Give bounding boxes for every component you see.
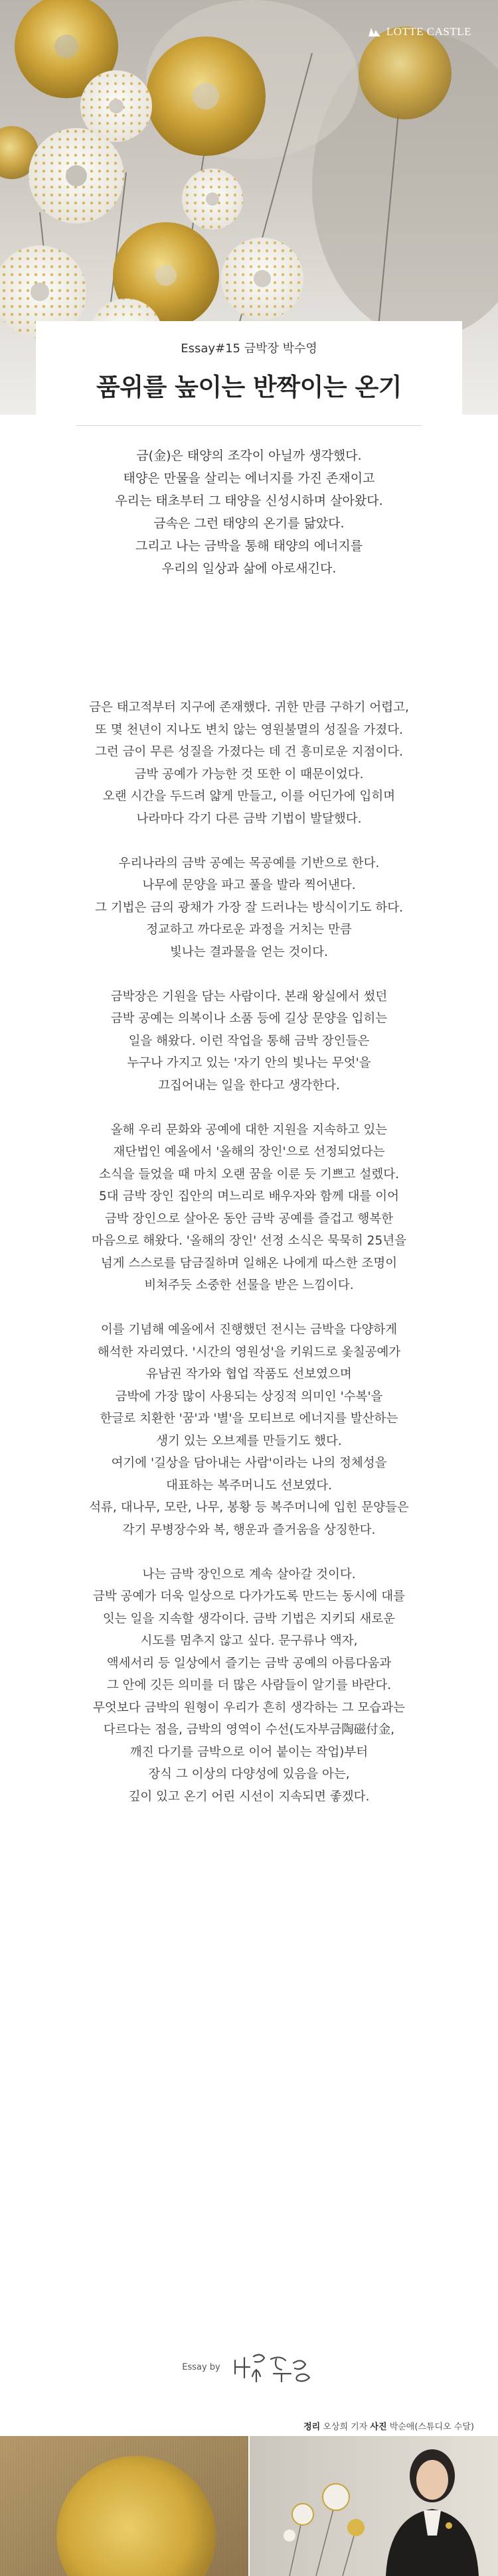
body-line: 끄집어내는 일을 한다고 생각한다. [158,1078,340,1093]
lead-line: 금(金)은 태양의 조각이 아닐까 생각했다. [136,448,362,463]
body-line: 다르다는 점을, 금박의 영역이 수선(도자부금陶磁付金, [103,1723,395,1737]
photographer-name: 박순애(스튜디오 수달) [389,2422,474,2432]
body-line: 비쳐주듯 소중한 선물을 받은 느낌이다. [144,1278,354,1292]
paragraph [20,697,478,830]
body-line: 잇는 일을 지속할 생각이다. 금박 기법은 지키되 새로운 [102,1611,396,1626]
signature-image [230,2348,316,2386]
handwritten-signature [230,2348,316,2386]
body-line: 재단법인 예올에서 '올해의 장인'으로 선정되었다는 [113,1145,385,1159]
body-line: 일을 해왔다. 이런 작업을 통해 금박 장인들은 [128,1034,370,1048]
body-line: 올해 우리 문화와 공예에 대한 지원을 지속하고 있는 [110,1122,388,1137]
paragraph [20,852,478,964]
lead-line: 그리고 나는 금박을 통해 태양의 에너지를 [135,539,363,553]
lead-line: 태양은 만물을 살리는 에너지를 가진 존재이고 [123,471,375,486]
brand-logo [368,25,471,38]
gold-leaf-textile-photo [0,2436,248,2576]
body-line: 한글로 치환한 '꿈'과 '별'을 모티브로 에너지를 발산하는 [100,1412,398,1426]
series-label: Essay#15 금박장 박수영 [181,342,317,356]
paragraph [20,986,478,1097]
body-line: 소식을 들었을 때 마치 오랜 꿈을 이룬 듯 기쁘고 설렜다. [99,1167,399,1182]
artisan-portrait-photo [250,2436,498,2576]
body-line: 유남권 작가와 협업 작품도 선보였으며 [146,1367,352,1381]
body-line: 각기 무병장수와 복, 행운과 즐거움을 상징한다. [122,1523,376,1537]
body-line: 시도를 멈추지 않고 싶다. 문구류나 액자, [140,1634,358,1648]
essay-body [20,697,478,1830]
body-line: 오랜 시간을 두드려 얇게 만들고, 이를 어딘가에 입히며 [102,789,396,803]
body-line: 금은 태고적부터 지구에 존재했다. 귀한 만큼 구하기 어렵고, [89,701,409,714]
photo-strip [0,2436,498,2576]
photo-credits [303,2419,474,2432]
essay-signature [0,2348,498,2386]
body-line: 깨진 다기를 금박으로 이어 붙이는 작업)부터 [129,1745,369,1759]
editor-label: 정리 [303,2422,321,2432]
body-line: 우리나라의 금박 공예는 목공예를 기반으로 한다. [118,856,380,870]
body-line: 액세서리 등 일상에서 즐기는 금박 공예의 아름다움과 [106,1656,392,1670]
headline: 품위를 높이는 반짝이는 온기 [96,373,402,401]
photo-label: 사진 [370,2422,387,2432]
body-line: 넘게 스스로를 담금질하며 일해온 나에게 따스한 조명이 [100,1256,398,1270]
body-line: 빛나는 결과물을 얻는 것이다. [170,945,328,959]
body-line: 여기에 '길상을 담아내는 사람'이라는 나의 정체성을 [111,1456,387,1470]
body-line: 깊이 있고 온기 어린 시선이 지속되면 좋겠다. [128,1789,370,1804]
body-line: 무엇보다 금박의 원형이 우리가 흔히 생각하는 그 모습과는 [92,1700,406,1715]
body-line: 또 몇 천년이 지나도 변치 않는 영원불멸의 성질을 가졌다. [95,722,403,737]
body-line: 금박 장인으로 살아온 동안 금박 공예를 즐겁고 행복한 [104,1211,394,1226]
body-line: 해석한 자리였다. '시간의 영원성'을 키워드로 옻칠공예가 [97,1345,401,1359]
body-line: 대표하는 복주머니도 선보였다. [166,1478,332,1493]
body-line: 마음으로 해왔다. '올해의 장인' 선정 소식은 묵묵히 25년을 [92,1234,406,1248]
headline-divider [76,425,422,426]
paragraph [20,1319,478,1541]
body-line: 나는 금박 장인으로 계속 살아갈 것이다. [142,1567,356,1582]
brand-name: LOTTE CASTLE [386,25,471,38]
body-line: 생기 있는 오브제를 만들기도 했다. [156,1434,342,1448]
castle-icon [368,27,381,37]
body-line: 그런 금이 무른 성질을 가졌다는 데 건 흥미로운 지점이다. [95,745,403,759]
body-line: 금박장은 기원을 담는 사람이다. 본래 왕실에서 썼던 [110,989,388,1004]
body-line: 장식 그 이상의 다양성에 있음을 아는, [148,1767,350,1781]
body-line: 금박 공예가 가능한 것 또한 이 때문이었다. [134,767,364,781]
body-line: 5대 금박 장인 집안의 며느리로 배우자와 함께 대를 이어 [99,1189,399,1203]
lead-line: 우리는 태초부터 그 태양을 신성시하며 살아왔다. [115,494,383,508]
paragraph [20,1564,478,1808]
paragraph [20,1119,478,1297]
body-line: 누구나 가지고 있는 '자기 안의 빛나는 무엇'을 [127,1056,371,1070]
body-line: 금박 공예는 의복이나 소품 등에 길상 문양을 입히는 [110,1012,388,1026]
body-line: 나라마다 각기 다른 금박 기법이 발달했다. [136,811,362,826]
body-line: 그 안에 깃든 의미를 더 많은 사람들이 알기를 바란다. [106,1678,392,1692]
body-line: 나무에 문양을 파고 풀을 발라 찍어낸다. [142,878,356,892]
editor-name: 오상희 기자 [323,2422,368,2432]
body-line: 이를 기념해 예올에서 진행했던 전시는 금박을 다양하게 [100,1323,398,1337]
body-line: 그 기법은 금의 광채가 가장 잘 드러나는 방식이기도 하다. [95,900,403,915]
essay-by-label: Essay by [182,2362,220,2372]
lead-line: 금속은 그런 태양의 온기를 닮았다. [153,516,345,531]
body-line: 금박에 가장 많이 사용되는 상징적 의미인 '수복'을 [115,1389,383,1404]
lead-quote [36,444,462,580]
body-line: 정교하고 까다로운 과정을 거치는 만큼 [146,923,352,937]
title-card [36,321,462,653]
body-line: 금박 공예가 더욱 일상으로 다가가도록 만드는 동시에 대를 [92,1590,406,1603]
body-line: 석류, 대나무, 모란, 나무, 봉황 등 복주머니에 입힌 문양들은 [89,1501,409,1515]
lead-line: 우리의 일상과 삶에 아로새긴다. [161,561,337,576]
